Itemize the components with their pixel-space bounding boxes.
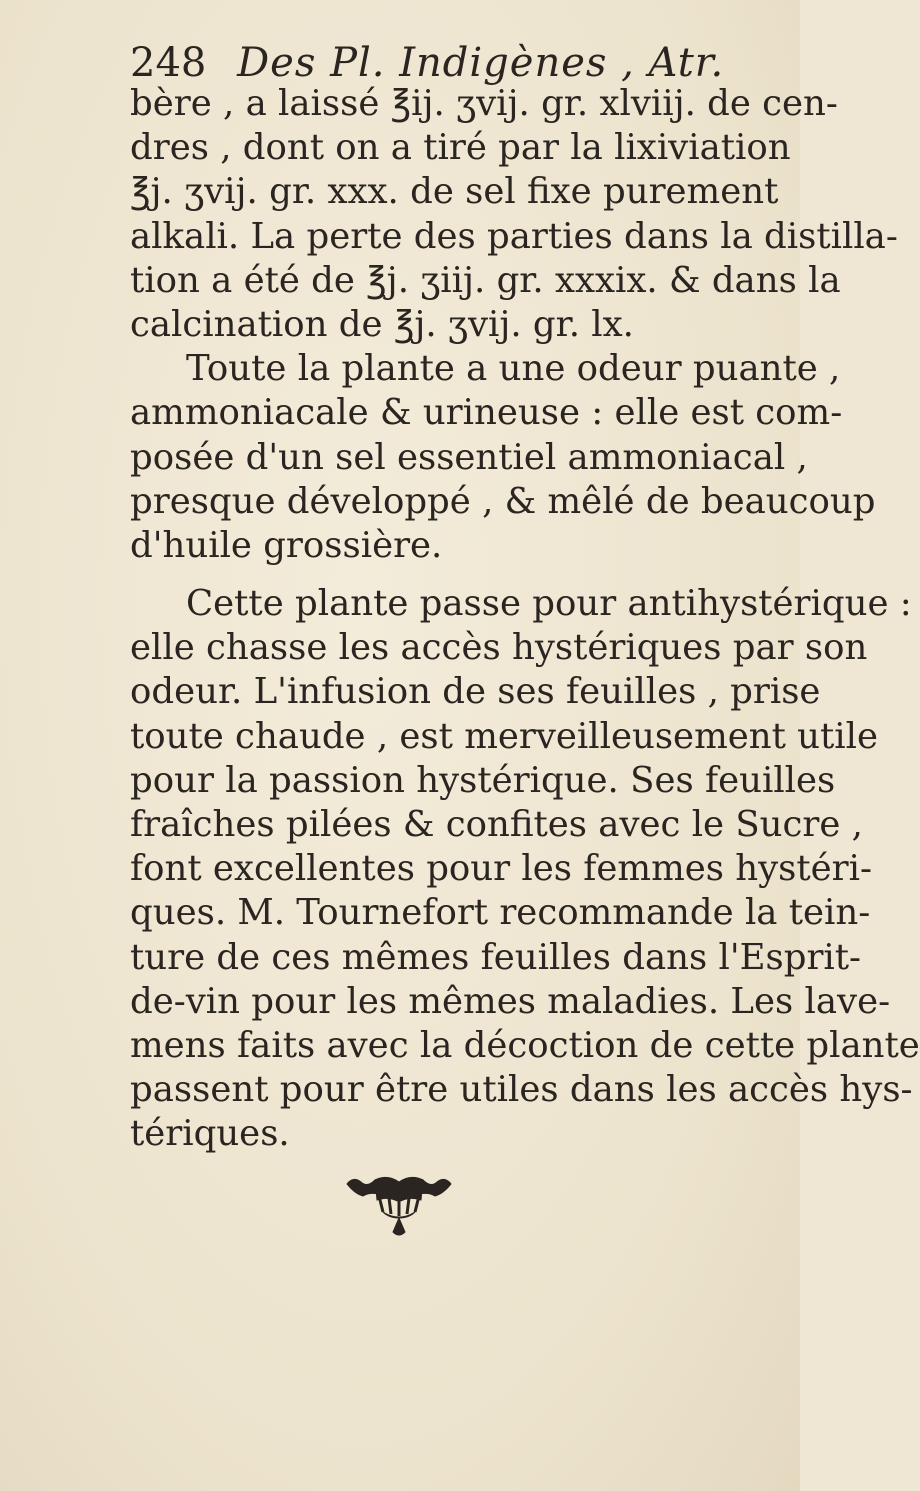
text-line: mens faits avec la décoction de cette plante: [130, 1024, 920, 1066]
page-number: 248: [130, 40, 207, 86]
text-line: d'huile grossière.: [130, 524, 443, 566]
page-header: [130, 38, 770, 88]
text-line: font excellentes pour les femmes hystéri-: [130, 848, 872, 890]
text-line: de-vin pour les mêmes maladies. Les lave-: [130, 980, 891, 1022]
text-line: toute chaude , est merveilleusement utile: [130, 715, 878, 757]
body-text: [130, 82, 920, 1157]
text-line: ℥j. ʒvij. gr. xxx. de sel fixe purement: [130, 171, 779, 213]
text-line: passent pour être utiles dans les accès hys-: [130, 1069, 913, 1111]
text-line: ammoniacale & urineuse : elle est com-: [130, 392, 843, 434]
text-line: Cette plante passe pour antihystérique :: [186, 583, 912, 625]
text-line: presque développé , & mêlé de beaucoup: [130, 480, 876, 522]
text-line: tion a été de ℥j. ʒiij. gr. xxxix. & dans la: [130, 259, 841, 301]
text-line: tériques.: [130, 1113, 290, 1155]
running-title: Des Pl. Indigènes , Atr.: [237, 40, 725, 86]
text-line: posée d'un sel essentiel ammoniacal ,: [130, 436, 808, 478]
printer-ornament-icon: [339, 1172, 459, 1242]
text-line: calcination de ℥j. ʒvij. gr. lx.: [130, 303, 634, 345]
text-line: fraîches pilées & confites avec le Sucre ,: [130, 804, 863, 845]
text-line: alkali. La perte des parties dans la distilla-: [130, 215, 898, 257]
text-line: pour la passion hystérique. Ses feuilles: [130, 759, 836, 801]
text-line: Toute la plante a une odeur puante ,: [186, 348, 841, 390]
text-line: ture de ces mêmes feuilles dans l'Esprit-: [130, 936, 862, 978]
text-line: elle chasse les accès hystériques par son: [130, 627, 868, 669]
text-line: bère , a laissé ℥ij. ʒvij. gr. xlviij. de cen-: [130, 83, 838, 124]
text-line: odeur. L'infusion de ses feuilles , prise: [130, 671, 821, 713]
text-line: dres , dont on a tiré par la lixiviation: [130, 127, 791, 169]
text-line: ques. M. Tournefort recommande la tein-: [130, 892, 871, 934]
